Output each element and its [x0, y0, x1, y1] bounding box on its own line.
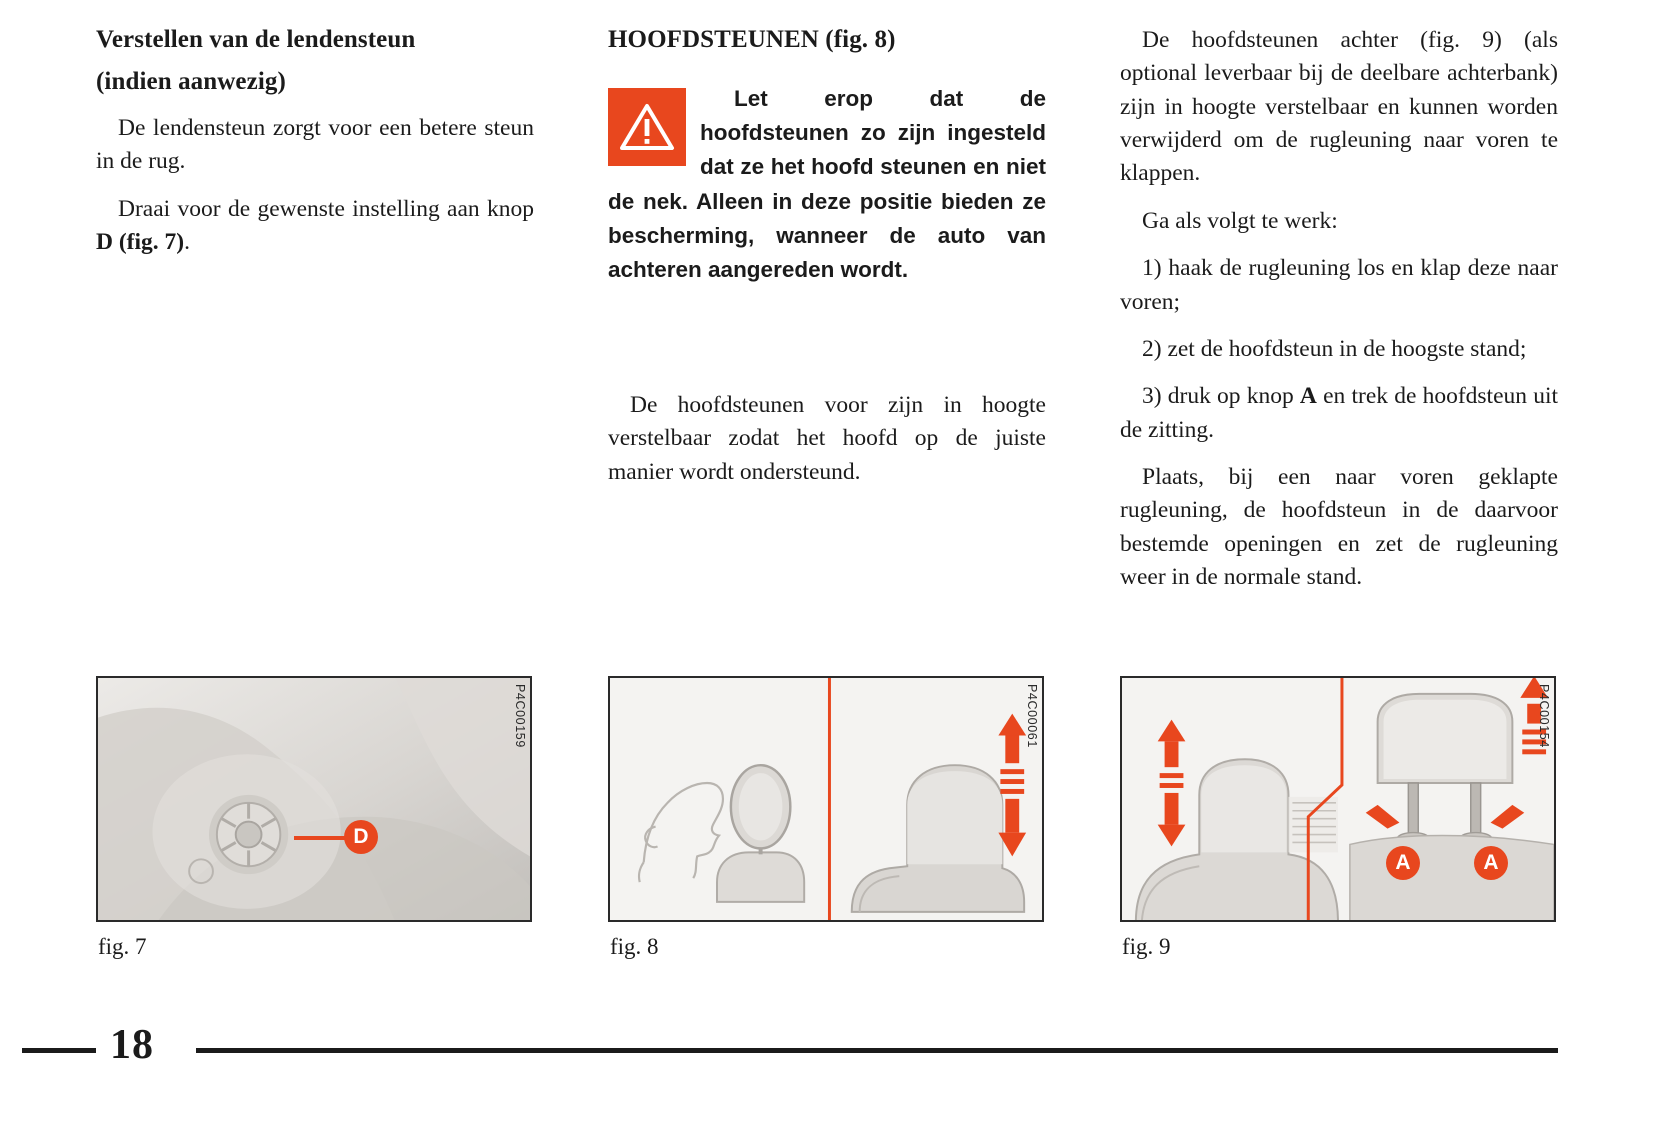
figure-8-illustration [610, 678, 1042, 922]
callout-leader-d [294, 836, 350, 840]
paragraph-final-note: Plaats, bij een naar voren geklapte rugleuning, de hoofdsteun in de daarvoor bestemde openingen en zet de rugleuning weer in de normale stand. [1120, 463, 1558, 591]
figure-8 [608, 676, 1046, 960]
figure-7-code: P4C00159 [513, 684, 527, 748]
paragraph-lumbar-2 [96, 193, 534, 260]
paragraph-procedure-intro: Ga als volgt te werk: [1142, 207, 1338, 234]
section-heading-lumbar-line1: Verstellen van de lendensteun [96, 26, 416, 53]
warning-text: Let erop dat de hoofdsteunen zo zijn ingesteld dat ze het hoofd steunen en niet de nek. Alleen in deze positie bieden ze bescherming, wanneer de auto van achteren aangereden wordt. [608, 86, 1046, 282]
paragraph-rear-headrests: De hoofdsteunen achter (fig. 9) (als optional leverbaar bij de deelbare achterbank) zijn in hoogte verstelbaar en kunnen worden verwijderd om de rugleuning naar voren te klappen. [1120, 27, 1558, 187]
button-reference-a: A [1299, 383, 1317, 410]
figure-9-code: P4C00154 [1537, 684, 1551, 748]
figure-9-illustration [1122, 678, 1554, 922]
callout-badge-d: D [344, 820, 378, 854]
figure-7-frame [96, 676, 532, 922]
footer-rule-right [196, 1048, 1558, 1053]
page-number: 18 [110, 1022, 154, 1068]
paragraph-step-2: 2) zet de hoofdsteun in de hoogste stand; [1142, 335, 1527, 362]
section-heading-lumbar-line2: (indien aanwezig) [96, 68, 286, 95]
warning-triangle-icon [608, 88, 686, 166]
column-left [96, 24, 534, 608]
knob-reference-d: D (fig. 7) [96, 229, 185, 256]
column-spacer [608, 297, 1046, 389]
step-3-text-c: en trek de hoofdsteun uit de zitting. [1120, 383, 1558, 443]
figure-7-illustration [98, 678, 530, 922]
paragraph-lumbar-1: De lendensteun zorgt voor een betere steun in de rug. [96, 115, 534, 175]
figure-row [96, 676, 1558, 960]
callout-badge-a-right: A [1474, 846, 1508, 880]
text-columns [96, 24, 1558, 608]
column-right [1120, 24, 1558, 608]
paragraph-lumbar-2-text-c: . [184, 229, 190, 256]
warning-block [608, 82, 1046, 287]
section-heading-headrests: HOOFDSTEUNEN (fig. 8) [608, 26, 896, 53]
figure-8-code: P4C00061 [1025, 684, 1039, 748]
paragraph-step-3 [1120, 380, 1558, 447]
footer-rule-left [22, 1048, 96, 1053]
step-3-text-a: 3) druk op knop [1142, 383, 1300, 410]
figure-9-frame [1120, 676, 1556, 922]
figure-9-caption: fig. 9 [1122, 934, 1171, 959]
paragraph-lumbar-2-text-a: Draai voor de gewenste instelling aan knop [118, 195, 534, 222]
figure-9 [1120, 676, 1558, 960]
callout-badge-a-left: A [1386, 846, 1420, 880]
figure-7 [96, 676, 534, 960]
paragraph-headrests-front: De hoofdsteunen voor zijn in hoogte verstelbaar zodat het hoofd op de juiste manier wordt ondersteund. [608, 392, 1046, 485]
paragraph-step-1: 1) haak de rugleuning los en klap deze naar voren; [1120, 255, 1558, 315]
column-middle [608, 24, 1046, 608]
figure-8-caption: fig. 8 [610, 934, 659, 959]
page-footer [0, 1022, 1654, 1068]
figure-7-caption: fig. 7 [98, 934, 147, 959]
figure-8-frame [608, 676, 1044, 922]
